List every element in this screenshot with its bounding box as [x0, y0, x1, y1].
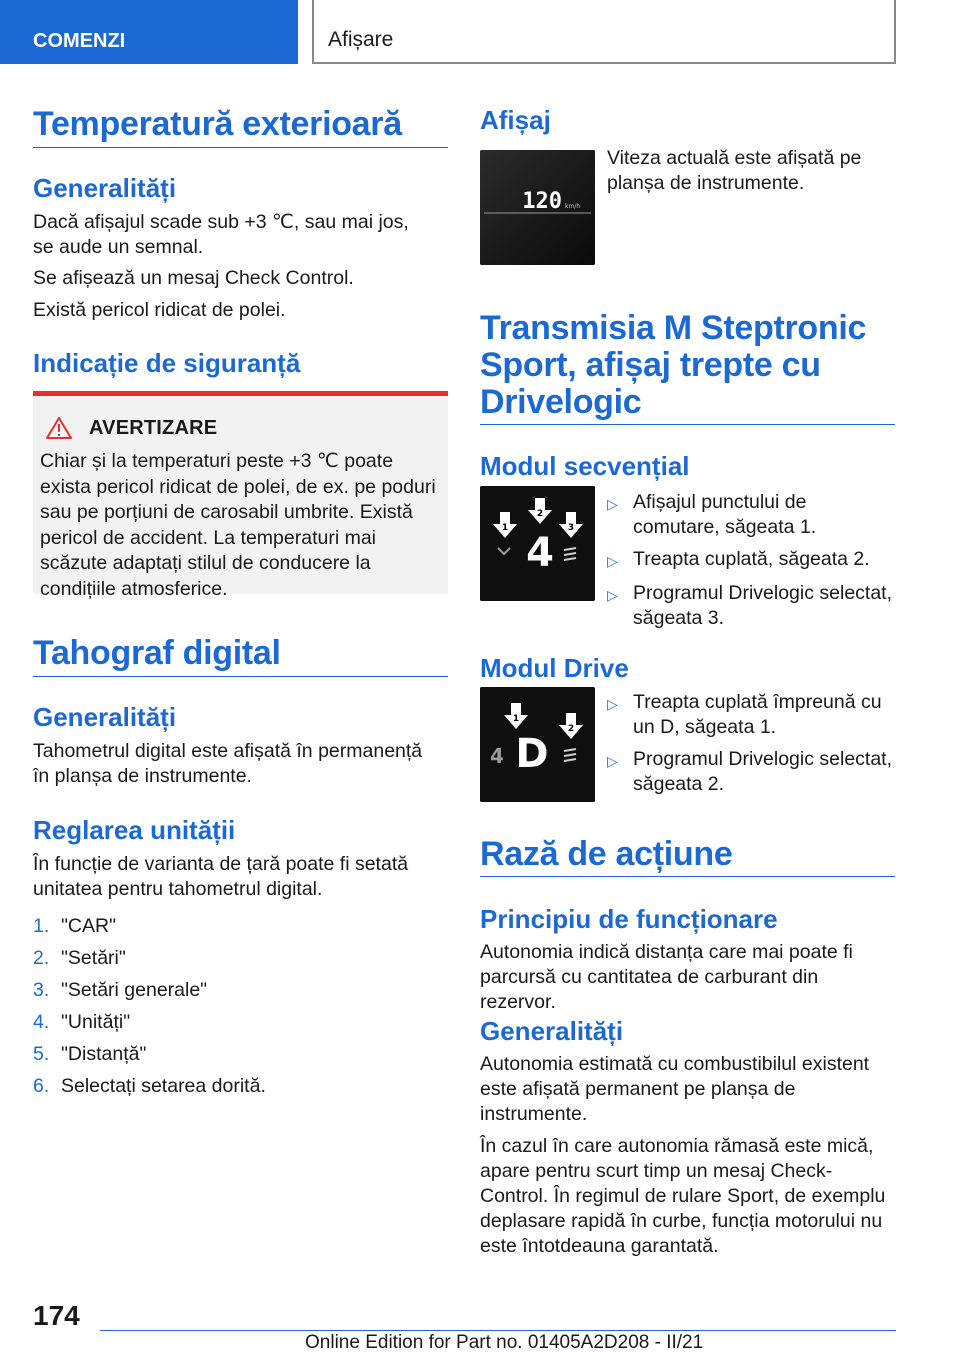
- warning-header: [45, 416, 217, 440]
- list-item-text: Programul Drivelogic selectat, săgeata 3.: [633, 582, 893, 629]
- arrow-2-label: 2: [567, 724, 575, 734]
- step-number: 6.: [33, 1075, 50, 1097]
- heading-safety: Indicație de siguranță: [33, 348, 301, 378]
- drive-mode-image: [480, 687, 595, 802]
- arrow-1-label: 1: [512, 714, 520, 724]
- heading-unit: Reglarea unității: [33, 815, 236, 845]
- list-item-text: Afișajul punctului de comutare, săgeata 1.: [633, 491, 817, 538]
- step-text: "Setări": [61, 947, 126, 969]
- range-paragraph-1: Autonomia estimată cu combustibilul existent este afișată permanent pe planșa de instrumente.: [480, 1053, 870, 1125]
- heading-generalitati: Generalități: [33, 173, 177, 203]
- list-item-text: Programul Drivelogic selectat, săgeata 2.: [633, 748, 893, 795]
- heading-sequential: Modul secvențial: [480, 451, 690, 481]
- heading-generalitati-2: Generalități: [33, 702, 177, 732]
- list-item: [33, 946, 448, 978]
- warning-text: Chiar și la temperaturi peste +3 ℃ poate exista pericol ridicat de polei, de ex. pe poduri sau pe porțiuni de carosabil umbrite. Există pericol de accident. La temperaturi mai scăzute adaptați stilul de conducere la condițiile atmosferice.: [40, 450, 436, 600]
- range-paragraph-2: În cazul în care autonomia rămasă este mică, apare pentru scurt timp un mesaj Check-Control. În regimul de rulare Sport, de exemplu deplasare rapidă în curbe, funcția motorului nu este întotdeauna garantată.: [480, 1135, 886, 1257]
- warning-label: AVERTIZARE: [89, 416, 218, 439]
- steps-list: [33, 914, 448, 1106]
- list-item-text: Treapta cuplată împreună cu un D, săgeata 1.: [633, 691, 882, 738]
- step-number: 2.: [33, 947, 50, 969]
- section-tab: Afișare: [312, 0, 896, 64]
- tachograph-text: Tahometrul digital este afișată în permanență în planșa de instrumente.: [33, 740, 423, 787]
- sequential-gear-graphic: [480, 486, 595, 601]
- edition-note: Online Edition for Part no. 01405A2D208 - II/21: [305, 1332, 704, 1353]
- list-item: [33, 1010, 448, 1042]
- afisaj-text: Viteza actuală este afișată pe planșa de instrumente.: [607, 147, 862, 194]
- speedometer-graphic: [480, 150, 595, 265]
- arrow-1-label: 1: [501, 523, 509, 533]
- warning-box: [33, 391, 448, 600]
- heading-principle: Principiu de funcționare: [480, 904, 778, 934]
- triangle-bullet-icon: ▷: [607, 496, 618, 512]
- chapter-tab: COMENZI: [0, 0, 298, 64]
- list-item: [607, 490, 895, 540]
- unit-text: În funcție de varianta de țară poate fi setată unitatea pentru tahometrul digital.: [33, 853, 409, 900]
- step-number: 4.: [33, 1011, 50, 1033]
- gear-number: 4: [526, 530, 554, 576]
- title-range: Rază de acțiune: [480, 835, 733, 873]
- title-rule: [480, 424, 895, 425]
- drive-gear-graphic: [480, 687, 595, 802]
- triangle-bullet-icon: ▷: [607, 696, 618, 712]
- step-text: "CAR": [61, 915, 117, 937]
- list-item: [33, 978, 448, 1010]
- title-transmission: Transmisia M Steptronic Sport, afișaj trepte cu Drivelogic: [480, 309, 867, 421]
- list-item: [607, 747, 895, 797]
- step-text: "Unități": [61, 1011, 131, 1033]
- heading-drive: Modul Drive: [480, 653, 629, 683]
- page-number: 174: [33, 1300, 80, 1331]
- gen-paragraph-1: Dacă afișajul scade sub +3 ℃, sau mai jos, se aude un semnal.: [33, 211, 409, 258]
- list-item: [33, 914, 448, 946]
- heading-generalitati-3: Generalități: [480, 1016, 624, 1046]
- title-rule: [33, 676, 448, 677]
- triangle-bullet-icon: ▷: [607, 753, 618, 769]
- step-text: "Distanță": [61, 1043, 147, 1065]
- principle-text: Autonomia indică distanța care mai poate fi parcursă cu cantitatea de carburant din rezervor.: [480, 941, 853, 1013]
- gen-paragraph-2: Se afișează un mesaj Check Control.: [33, 267, 354, 289]
- list-item: [607, 547, 895, 574]
- title-outside-temperature: Temperatură exterioară: [33, 105, 402, 143]
- gen-paragraph-3: Există pericol ridicat de polei.: [33, 299, 286, 321]
- list-item: [33, 1042, 448, 1074]
- drive-list: [607, 690, 895, 804]
- warning-triangle-icon: [45, 416, 73, 440]
- gear-number-small: 4: [490, 744, 504, 768]
- footer-rule: [100, 1330, 896, 1331]
- step-text: "Setări generale": [61, 979, 208, 1001]
- arrow-3-label: 3: [567, 523, 575, 533]
- title-tachograph: Tahograf digital: [33, 634, 281, 672]
- triangle-bullet-icon: ▷: [607, 587, 618, 603]
- speed-unit: km/h: [565, 203, 581, 210]
- speed-display-image: [480, 150, 595, 265]
- list-item: [607, 690, 895, 740]
- sequential-list: [607, 490, 895, 638]
- title-rule: [33, 147, 448, 148]
- step-number: 5.: [33, 1043, 50, 1065]
- triangle-bullet-icon: ▷: [607, 553, 618, 569]
- speed-value: 120: [522, 189, 562, 214]
- step-text: Selectați setarea dorită.: [61, 1075, 266, 1097]
- list-item: [33, 1074, 448, 1106]
- heading-afisaj: Afișaj: [480, 105, 551, 135]
- title-rule: [480, 876, 895, 877]
- arrow-2-label: 2: [536, 509, 544, 519]
- page-header: [0, 0, 960, 66]
- sequential-mode-image: [480, 486, 595, 601]
- list-item-text: Treapta cuplată, săgeata 2.: [633, 548, 870, 570]
- list-item: [607, 581, 895, 631]
- drive-letter: D: [515, 731, 549, 777]
- step-number: 1.: [33, 915, 50, 937]
- step-number: 3.: [33, 979, 50, 1001]
